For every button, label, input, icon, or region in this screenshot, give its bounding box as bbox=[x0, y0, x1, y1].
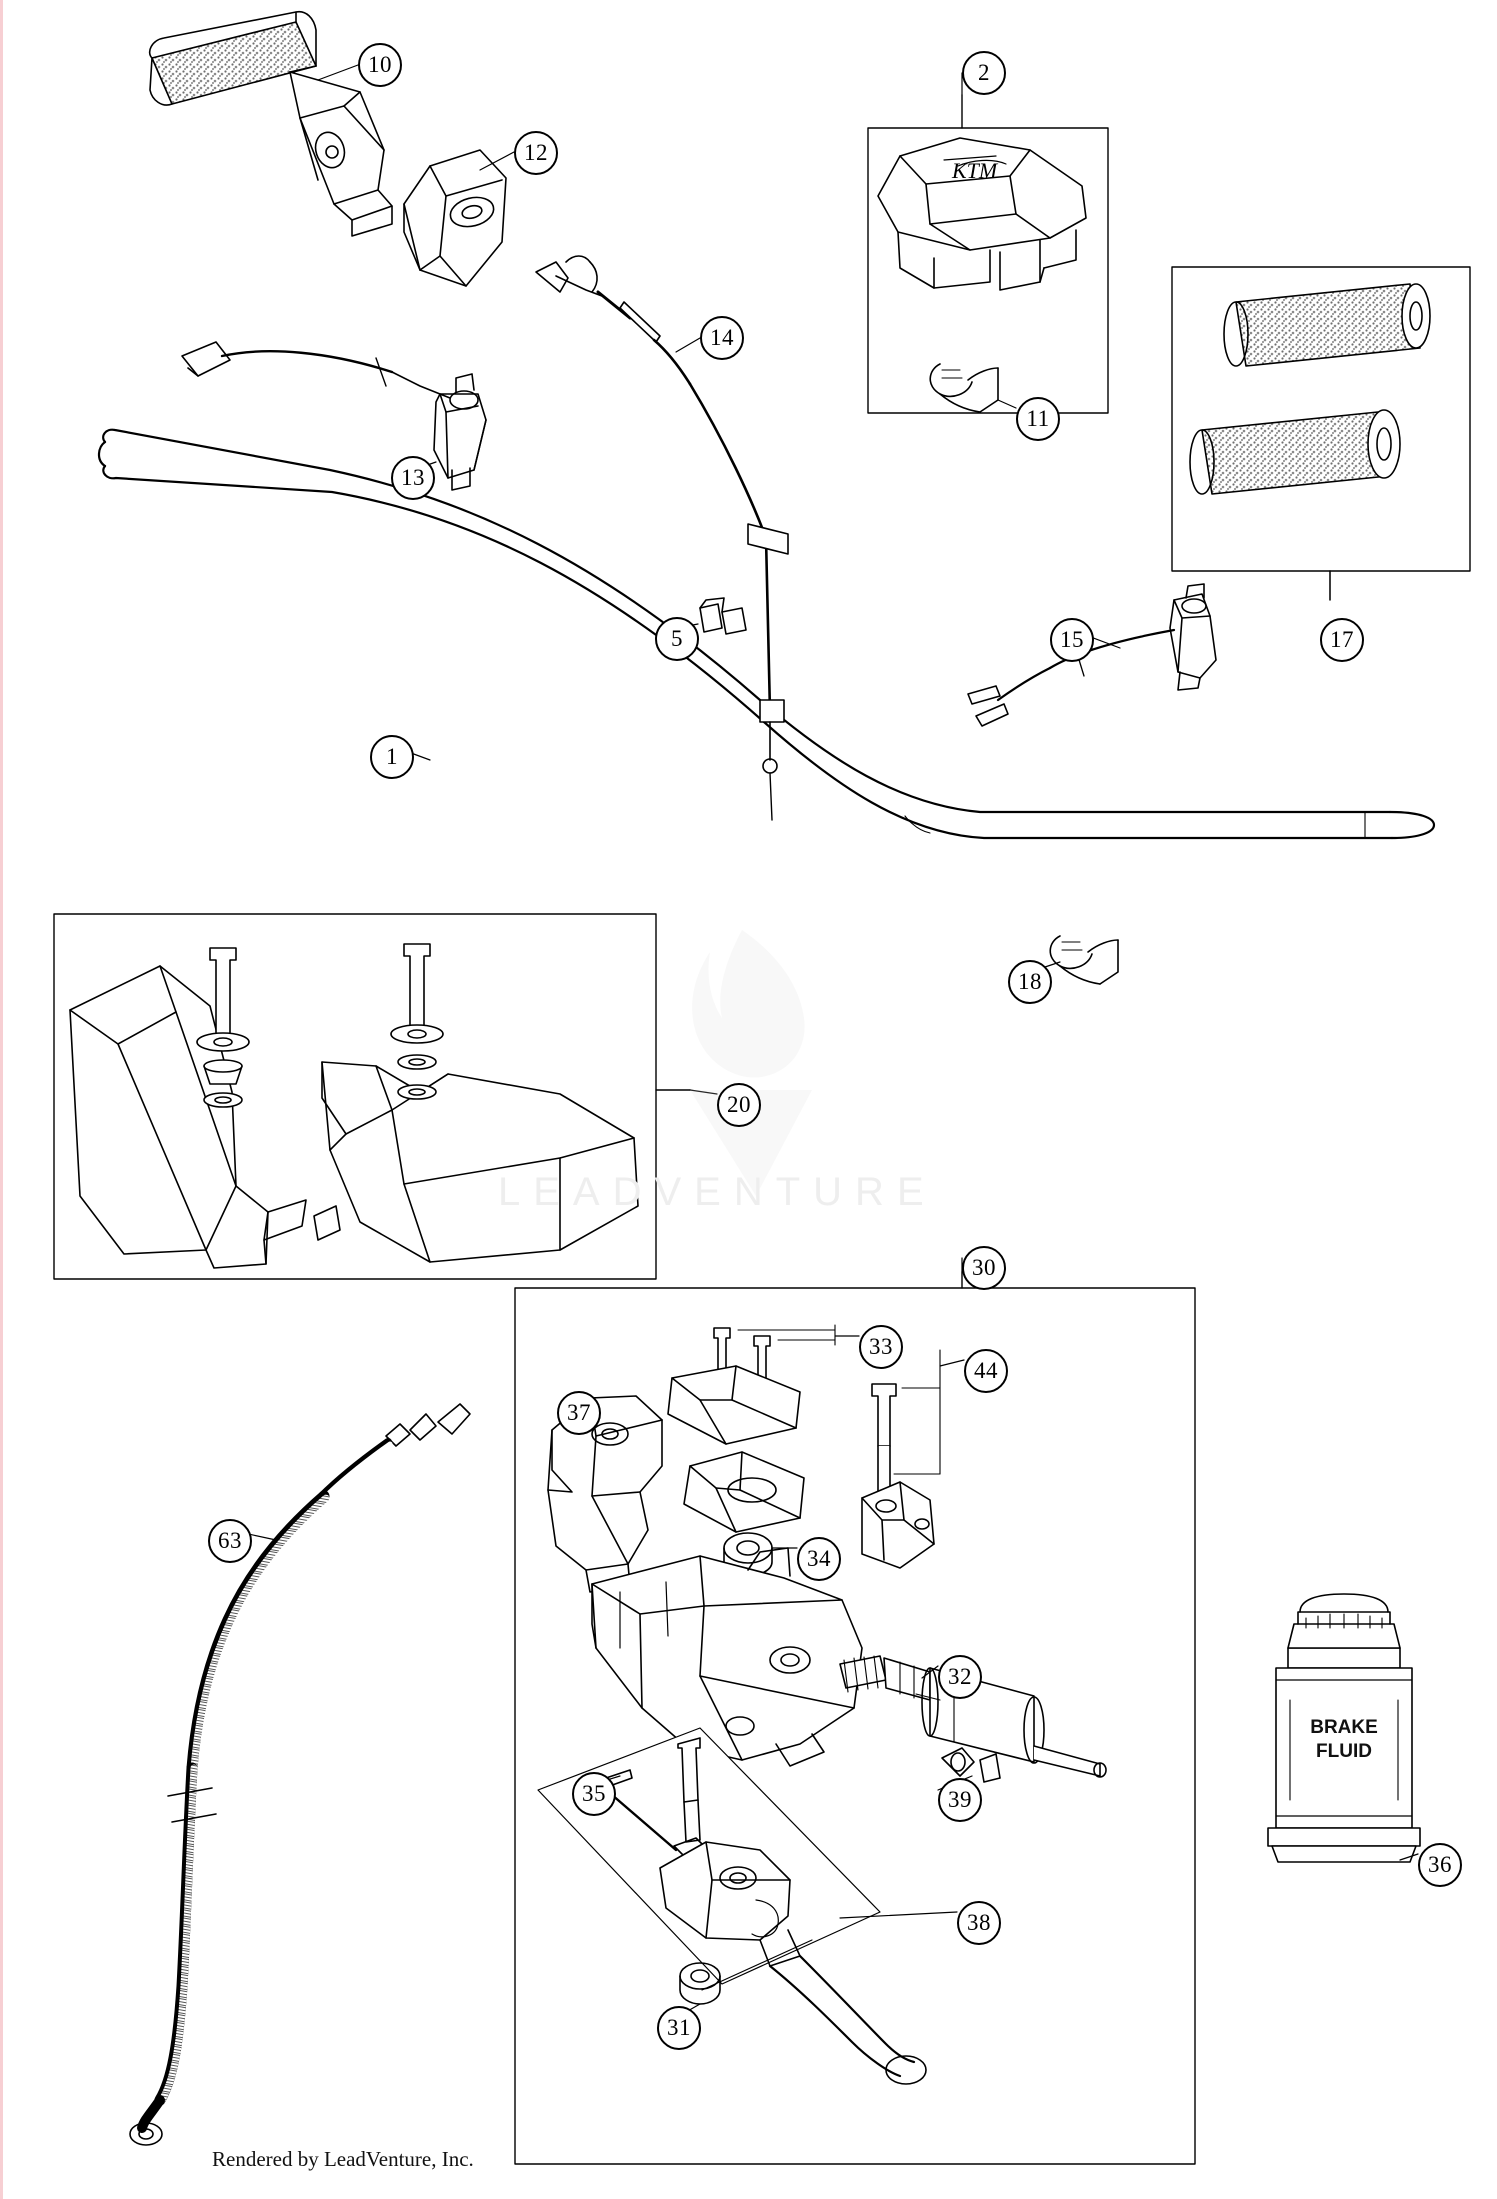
callout-35[interactable]: 35 bbox=[572, 1772, 616, 1816]
handlebar-left-switch-grip bbox=[150, 12, 392, 236]
callout-44[interactable]: 44 bbox=[964, 1349, 1008, 1393]
brake-fluid-label bbox=[1284, 1716, 1404, 1764]
cable-adjuster-clip bbox=[700, 598, 746, 634]
cable-tie-18 bbox=[1050, 936, 1118, 984]
throttle-cable bbox=[536, 256, 788, 820]
callout-11[interactable]: 11 bbox=[1016, 397, 1060, 441]
callout-30[interactable]: 30 bbox=[962, 1246, 1006, 1290]
callout-15[interactable]: 15 bbox=[1050, 618, 1094, 662]
handguard-set bbox=[70, 944, 638, 1268]
callout-1[interactable]: 1 bbox=[370, 735, 414, 779]
cable-tie-11 bbox=[930, 364, 998, 412]
callout-20[interactable]: 20 bbox=[717, 1083, 761, 1127]
brake-fluid-label-line2: FLUID bbox=[1316, 1740, 1372, 1762]
handlebar-clamp-bolt bbox=[862, 1350, 940, 1568]
callout-37[interactable]: 37 bbox=[557, 1391, 601, 1435]
callout-17[interactable]: 17 bbox=[1320, 618, 1364, 662]
callout-33[interactable]: 33 bbox=[859, 1325, 903, 1369]
wiring-harness-connector bbox=[968, 584, 1216, 726]
master-cylinder-cover-assembly bbox=[878, 138, 1086, 290]
watermark-logo bbox=[690, 930, 812, 1196]
callout-5[interactable]: 5 bbox=[655, 617, 699, 661]
wiring-switch-unit bbox=[182, 342, 486, 490]
callout-39[interactable]: 39 bbox=[938, 1778, 982, 1822]
callout-31[interactable]: 31 bbox=[657, 2006, 701, 2050]
left-control-housing bbox=[404, 150, 506, 286]
callout-10[interactable]: 10 bbox=[358, 43, 402, 87]
callout-32[interactable]: 32 bbox=[938, 1655, 982, 1699]
svg-text:KTM: KTM bbox=[952, 158, 998, 183]
handlebar-grip-set bbox=[1190, 284, 1430, 494]
callout-63[interactable]: 63 bbox=[208, 1519, 252, 1563]
callout-36[interactable]: 36 bbox=[1418, 1843, 1462, 1887]
callout-18[interactable]: 18 bbox=[1008, 960, 1052, 1004]
callout-34[interactable]: 34 bbox=[797, 1537, 841, 1581]
callout-13[interactable]: 13 bbox=[391, 456, 435, 500]
callout-14[interactable]: 14 bbox=[700, 316, 744, 360]
footer-credit: Rendered by LeadVenture, Inc. bbox=[212, 2147, 474, 2171]
callout-38[interactable]: 38 bbox=[957, 1901, 1001, 1945]
brake-fluid-label-line1: BRAKE bbox=[1310, 1717, 1378, 1738]
watermark-text: LEADVENTURE bbox=[498, 1170, 937, 1214]
callout-2[interactable]: 2 bbox=[962, 51, 1006, 95]
reservoir-cover-plate bbox=[668, 1366, 804, 1532]
callout-12[interactable]: 12 bbox=[514, 131, 558, 175]
clutch-hose-line bbox=[130, 1404, 470, 2145]
